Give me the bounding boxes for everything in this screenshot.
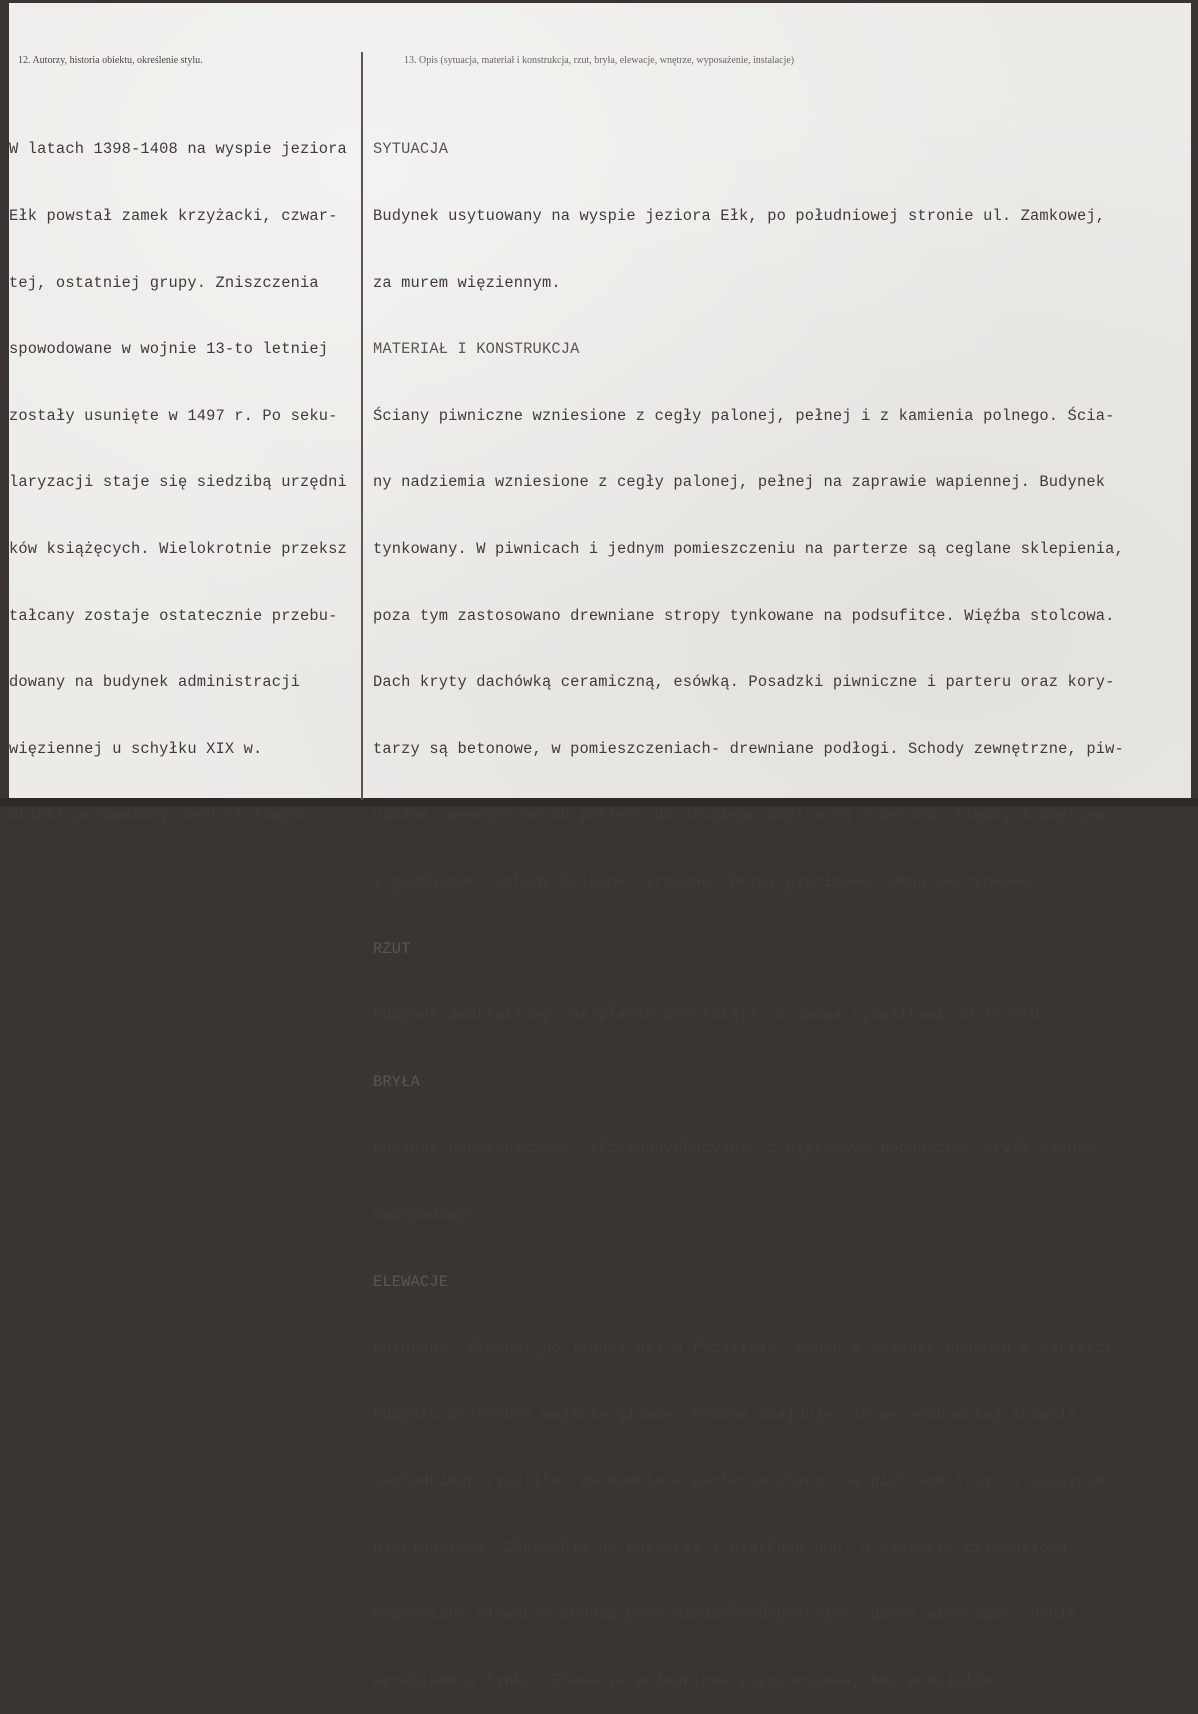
section-13-header: 13. Opis (sytuacja, materiał i konstrukcja, rzut, bryła, elewacje, wnętrze, wyposażenie, instalacje) [404,55,795,66]
text-line: dwuspadowym. [373,1205,486,1224]
section-12-body [9,94,361,849]
column-divider [361,52,363,800]
subsection-heading-elewacje: ELEWACJE [373,1272,449,1291]
text-line: za murem więziennym. [373,273,561,292]
text-line: wyrabiane w tynku. Elewacja południowa pięcioosiowa, bez podziałów. [373,1672,1002,1691]
subsection-heading-sytuacja: SYTUACJA [373,140,449,159]
text-line: laryzacji staje się siedzibą urzędni [9,473,347,492]
text-line: ny nadziemia wzniesione z cegły palonej, pełnej na zaprawie wapiennej. Budynek [373,473,1106,492]
section-13-body [373,94,1124,1714]
text-line: dowany na budynek administracji [9,673,300,692]
subsection-heading-rzut: RZUT [373,939,411,958]
text-line: Budynek usytuowany na wyspie jeziora Ełk, po południowej stronie ul. Zamkowej, [373,207,1106,225]
text-line: tynkowany. W piwnicach i jednym pomieszczeniu na parterze są ceglane sklepienia, [373,539,1124,558]
text-line: ków książęcych. Wielokrotnie przeksz [9,539,347,558]
text-line: tej, ostatniej grupy. Zniszczenia [9,273,319,292]
text-line: spowodowane w wojnie 13-to letniej [9,340,329,359]
text-line: Budynek podpiwniczony, trzykondygnacyjny, z użytkowym poddaszem, kryty dachem [373,1139,1096,1158]
text-line: Wspomniane elewacje zdobią pasy międzykondygnacyjne, gzyms wieńczący, bonie [373,1605,1077,1624]
text-line: Obiekt pozbawiony cech stylowych. [9,806,319,825]
text-line: pięcioosiowa. Zachodnia na parterze i piętrach dwu- w szczycie czterosiowa. [373,1538,1077,1557]
text-line: więziennej u schyłku XIX w. [9,739,263,758]
text-line: Północna /główna/ po jednej osi w ryzalicie, dwóch w ścianie budynku.W parterze [373,1339,1115,1358]
subsection-heading-bryla: BRYŁA [373,1072,420,1091]
text-line: i poddaszem- schody żeliwne, kręcone. Drzwi płycinowe. Okna skrzynkowe. [373,872,1040,891]
text-line: Dach kryty dachówką ceramiczną, esówką. Posadzki piwniczne i parteru oraz kory- [373,673,1115,692]
text-line: budynku przeprute wejście główne, boczne znajduje się we wschodniej ścianie, [373,1405,1087,1424]
text-line: Budynek dwutraktowy, na planie prostokąta, z dwoma ryzalitami od frontu. [373,1006,1049,1025]
text-line: zachodniego ryzalitu. Wschodnia w parterze ztero- na piętrach trzy- w szczycie [373,1472,1106,1491]
subsection-heading-material: MATERIAŁ I KONSTRUKCJA [373,340,580,359]
text-line: tarzy są betonowe, w pomieszczeniach- drewniane podłogi. Schody zewnętrzne, piw- [373,739,1124,758]
text-line: Ełk powstał zamek krzyżacki, czwar- [9,207,338,225]
text-line: poza tym zastosowano drewniane stropy tynkowane na podsufitce. Więźba stolcowa. [373,606,1115,625]
section-12-header: 12. Autorzy, historia obiektu, określenie stylu. [18,55,203,66]
text-line: zostały usunięte w 1497 r. Po seku- [9,406,338,425]
text-line: W latach 1398-1408 na wyspie jeziora [9,140,347,159]
text-line: tałcany zostaje ostatecznie przebu- [9,606,338,625]
text-line: niczne, wewnętrzne od parteru do drugiego piętra są z betonu, między 1 piętrem [373,806,1106,825]
text-line: Ściany piwniczne wzniesione z cegły palonej, pełnej i z kamienia polnego. Ścia- [373,406,1115,425]
